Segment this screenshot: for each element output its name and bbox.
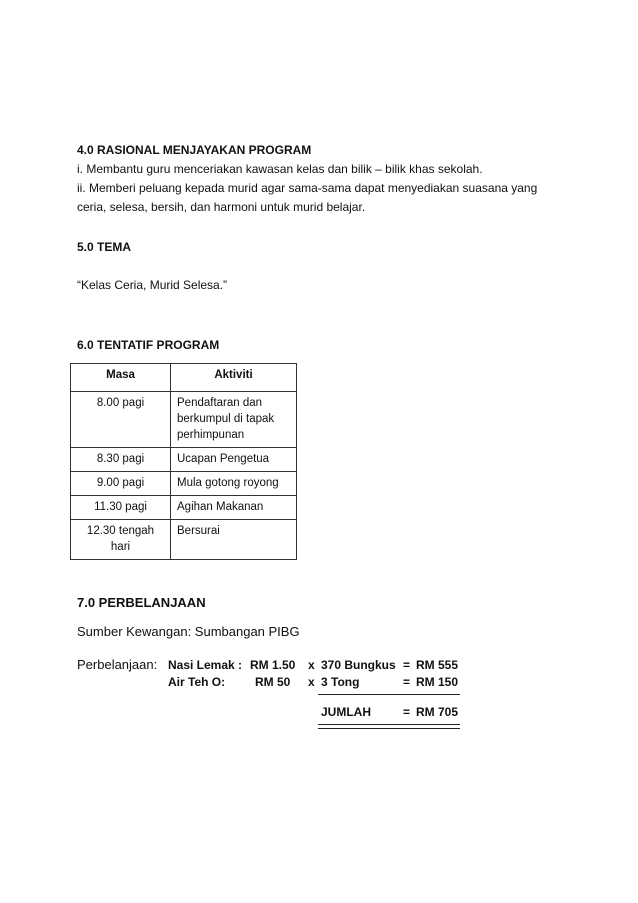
times-sign: x [308,658,315,672]
item-price: RM 50 [255,675,291,689]
item-total: RM 150 [416,675,459,689]
section-5-heading: 5.0 TEMA [77,240,132,254]
table-row [71,472,297,496]
item-quantity: 370 Bungkus [321,658,396,672]
expense-label: Perbelanjaan: [77,657,158,672]
column-header-masa: Masa [71,364,171,392]
table-header-row [71,364,297,392]
rationale-line-1: i. Membantu guru menceriakan kawasan kelas dan bilik – bilik khas sekolah. [77,162,483,176]
schedule-table [70,363,297,560]
item-name: Nasi Lemak : [168,658,243,672]
aktiviti-cell: Bersurai [171,520,297,560]
sum-equals-sign: = [403,705,411,719]
masa-cell: 8.00 pagi [71,392,171,448]
aktiviti-cell: Pendaftaran dan berkumpul di tapak perhimpunan [171,392,297,448]
total-double-rule-top [318,724,460,725]
funding-source: Sumber Kewangan: Sumbangan PIBG [77,624,300,639]
masa-cell: 9.00 pagi [71,472,171,496]
column-header-aktiviti: Aktiviti [171,364,297,392]
item-quantity: 3 Tong [321,675,360,689]
times-sign: x [308,675,315,689]
masa-cell: 8.30 pagi [71,448,171,472]
sum-total: RM 705 [416,705,459,719]
sum-label: JUMLAH [321,705,371,719]
aktiviti-cell: Agihan Makanan [171,496,297,520]
table-row [71,496,297,520]
item-total: RM 555 [416,658,459,672]
total-double-rule-bottom [318,728,460,729]
rationale-line-3: ceria, selesa, bersih, dan harmoni untuk murid belajar. [77,200,366,214]
item-price: RM 1.50 [250,658,296,672]
aktiviti-cell: Ucapan Pengetua [171,448,297,472]
table-row [71,520,297,560]
section-6-heading: 6.0 TENTATIF PROGRAM [77,338,220,352]
rationale-line-2: ii. Memberi peluang kepada murid agar sama-sama dapat menyediakan suasana yang [77,181,538,195]
section-4-heading: 4.0 RASIONAL MENJAYAKAN PROGRAM [77,143,312,157]
item-name: Air Teh O: [168,675,226,689]
masa-cell: 11.30 pagi [71,496,171,520]
theme-text: “Kelas Ceria, Murid Selesa.” [77,278,228,292]
aktiviti-cell: Mula gotong royong [171,472,297,496]
subtotal-rule [318,694,460,695]
table-row [71,392,297,448]
section-7-heading: 7.0 PERBELANJAAN [77,595,206,610]
equals-sign: = [403,658,411,672]
equals-sign: = [403,675,411,689]
table-row [71,448,297,472]
masa-cell: 12.30 tengah hari [71,520,171,560]
